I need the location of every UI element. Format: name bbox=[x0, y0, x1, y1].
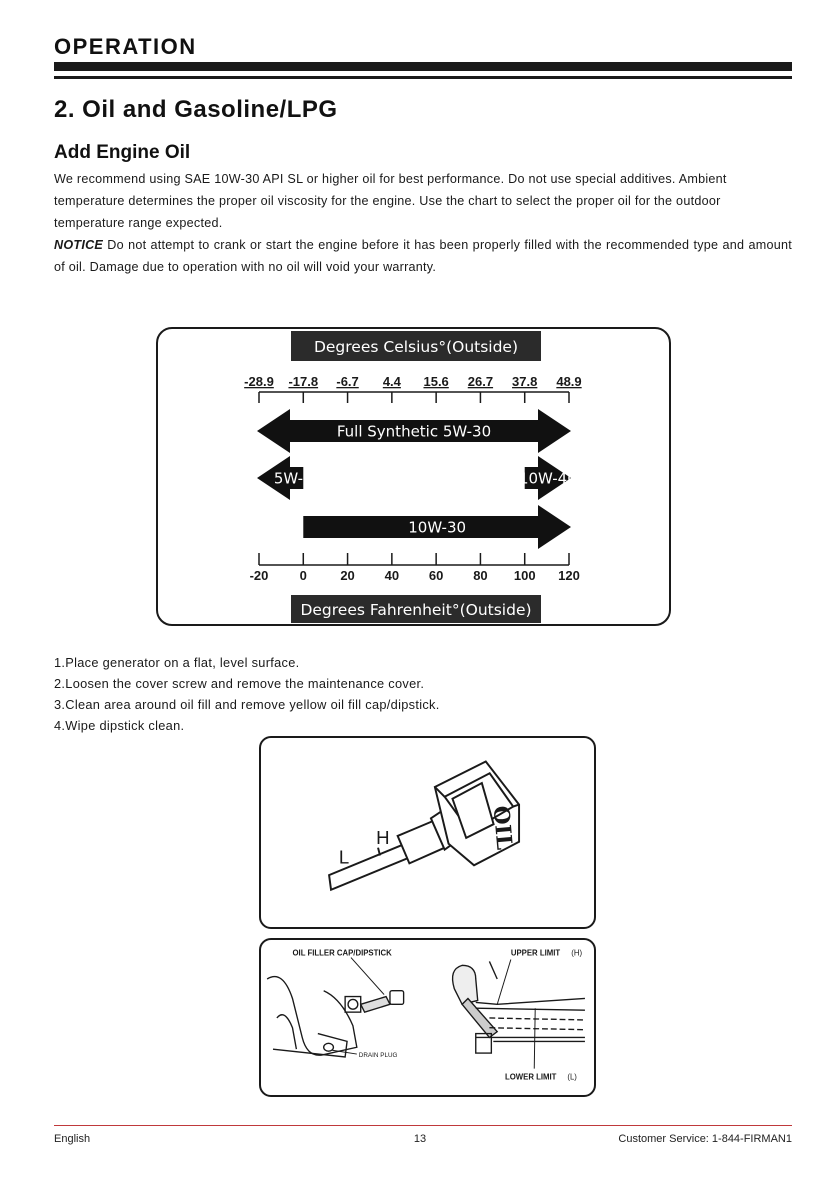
heading-rule-thin bbox=[54, 76, 792, 79]
notice-label: NOTICE bbox=[54, 238, 104, 252]
oil-range-label: 10W-30 bbox=[408, 518, 467, 537]
customer-service: Customer Service: 1-844-FIRMAN1 bbox=[618, 1133, 792, 1145]
footer-rule bbox=[54, 1125, 792, 1126]
celsius-tick-label: -6.7 bbox=[336, 374, 359, 389]
intro-paragraph: We recommend using SAE 10W-30 API SL or higher oil for best performance. Do not use special additives. Ambient temperature determines the proper oil viscosity for the engine. Use the chart to select the proper oil for the outdoor temperature range expected. bbox=[54, 172, 727, 230]
drain-plug-label: DRAIN PLUG bbox=[358, 1051, 398, 1059]
oil-range-label: Full Synthetic 5W-30 bbox=[336, 422, 492, 441]
celsius-tick-label: 37.8 bbox=[512, 374, 538, 389]
lower-limit-suffix: (L) bbox=[567, 1072, 577, 1082]
dipstick-mark-low: L bbox=[338, 846, 350, 868]
fahrenheit-title: Degrees Fahrenheit°(Outside) bbox=[300, 601, 532, 619]
celsius-tick-label: 48.9 bbox=[556, 374, 582, 389]
celsius-tick-label: 4.4 bbox=[382, 374, 401, 389]
steps-list bbox=[54, 652, 654, 736]
notice-text: Do not attempt to crank or start the engine before it has been properly filled with the recommended type and amount of oil. Damage due to operation with no oil will void your warranty. bbox=[54, 238, 792, 274]
sub-title: Add Engine Oil bbox=[54, 142, 191, 163]
step-item: 1.Place generator on a flat, level surface. bbox=[54, 655, 300, 670]
lower-limit-label: LOWER LIMIT bbox=[505, 1072, 557, 1082]
upper-limit-suffix: (H) bbox=[571, 948, 583, 958]
fahrenheit-tick-label: 120 bbox=[558, 568, 580, 583]
dipstick-illustration bbox=[261, 738, 594, 927]
oil-viscosity-chart bbox=[156, 327, 671, 626]
notice-paragraph bbox=[54, 234, 792, 278]
step-item: 2.Loosen the cover screw and remove the maintenance cover. bbox=[54, 676, 425, 691]
fahrenheit-tick-label: 60 bbox=[428, 568, 444, 583]
step-item: 4.Wipe dipstick clean. bbox=[54, 718, 185, 733]
page-title: 2. Oil and Gasoline/LPG bbox=[54, 96, 338, 123]
celsius-tick-label: -17.8 bbox=[288, 374, 319, 389]
celsius-tick-label: 15.6 bbox=[423, 374, 449, 389]
step-item: 3.Clean area around oil fill and remove yellow oil fill cap/dipstick. bbox=[54, 697, 440, 712]
oil-level-illustration bbox=[261, 940, 594, 1095]
fahrenheit-tick-label: 40 bbox=[384, 568, 400, 583]
celsius-tick-label: -28.9 bbox=[244, 374, 274, 389]
fahrenheit-tick-label: 100 bbox=[513, 568, 536, 583]
oil-level-figure bbox=[259, 938, 596, 1097]
celsius-title: Degrees Celsius°(Outside) bbox=[313, 338, 519, 356]
fahrenheit-tick-label: 80 bbox=[473, 568, 488, 583]
celsius-tick-label: 26.7 bbox=[467, 374, 494, 389]
oil-range-label: 5W-30 bbox=[273, 469, 323, 488]
upper-limit-label: UPPER LIMIT bbox=[510, 948, 561, 958]
oil-range-label: 10W-40 bbox=[518, 469, 577, 488]
dipstick-mark-high: H bbox=[376, 826, 390, 848]
dipstick-figure bbox=[259, 736, 596, 929]
heading-rule-thick bbox=[54, 62, 792, 71]
section-heading: OPERATION bbox=[54, 34, 197, 59]
footer-language: English bbox=[54, 1133, 91, 1145]
fahrenheit-tick-label: 20 bbox=[340, 568, 355, 583]
page-number: 13 bbox=[413, 1133, 427, 1145]
cap-dipstick-label: OIL FILLER CAP/DIPSTICK bbox=[292, 948, 392, 958]
fahrenheit-tick-label: -20 bbox=[249, 568, 269, 583]
oil-cap-text: OIL bbox=[487, 804, 517, 851]
fahrenheit-tick-label: 0 bbox=[299, 568, 307, 583]
